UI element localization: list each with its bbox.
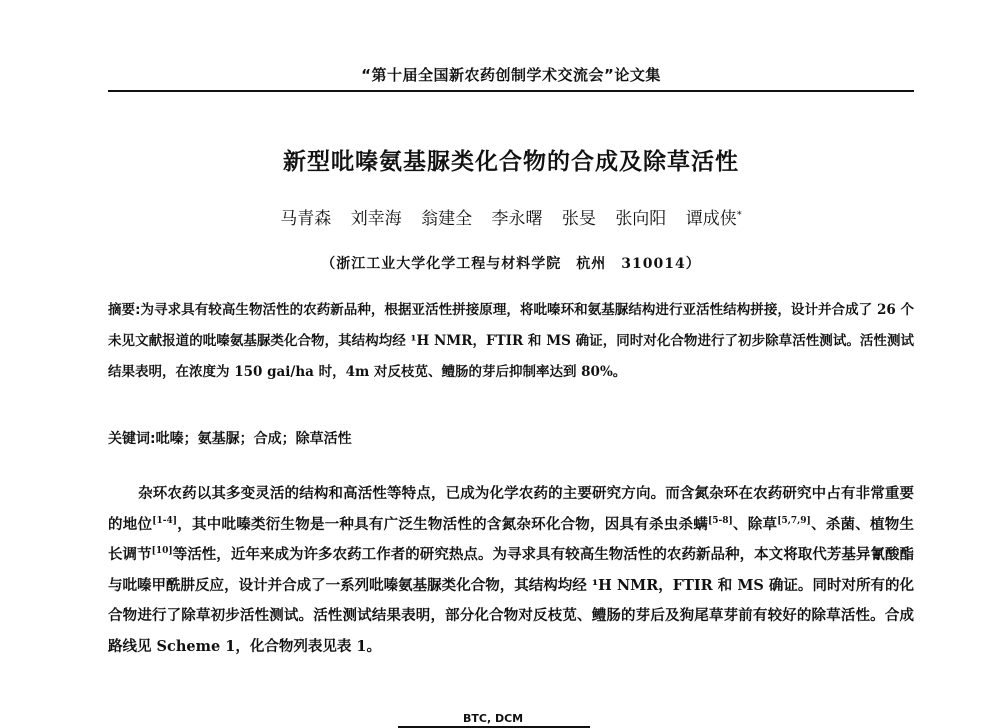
- body-text-segment: 杂环农药以其多变灵活的结构和高活性等特点，已成为化学农药的主要研究方向。而含氮杂环在农药研究中占有非常重要的地位: [108, 485, 914, 533]
- author-name: 李永曙: [491, 209, 543, 229]
- abstract: [108, 295, 914, 388]
- author-name: 马青森: [280, 209, 332, 229]
- running-header: “第十届全国新农药创制学术交流会”论文集: [361, 66, 661, 84]
- scheme-reagent-label: BTC, DCM: [463, 712, 524, 725]
- author-name: 谭成侠: [685, 209, 737, 229]
- citation: [10]: [151, 546, 173, 557]
- author-name: 翁建全: [421, 209, 473, 229]
- body-text-segment: ，其中吡嗪类衍生物是一种具有广泛生物活性的含氮杂环化合物，因具有杀虫杀螨: [177, 515, 708, 533]
- paper-title: 新型吡嗪氨基脲类化合物的合成及除草活性: [283, 149, 739, 175]
- header-rule: [108, 90, 914, 92]
- citation: [5-8]: [707, 515, 733, 526]
- abstract-text: 为寻求具有较高生物活性的农药新品种，根据亚活性拼接原理，将吡嗪环和氨基脲结构进行亚活性结构拼接，设计并合成了 26 个未见文献报道的吡嗪氨基脲类化合物，其结构均经 ¹H NMR，FTIR 和 MS 确证，同时对化合物进行了初步除草活性测试。活性测试结果表明，在浓度为 150 gai/ha 时，4m 对反枝苋、鳢肠的芽后抑制率达到 80%。: [108, 302, 914, 380]
- abstract-label: 摘要:: [108, 302, 141, 318]
- author-list: [108, 204, 914, 229]
- body-paragraph: [108, 479, 914, 662]
- body-text-segment: 、除草: [732, 515, 778, 533]
- author-name: 张向阳: [615, 209, 667, 229]
- affiliation: （浙江工业大学化学工程与材料学院 杭州 310014）: [321, 256, 701, 272]
- corresponding-author: [686, 204, 742, 229]
- keywords-label: 关键词:: [108, 431, 156, 447]
- author-name: 张旻: [561, 209, 596, 229]
- citation: [5,7,9]: [777, 515, 811, 526]
- body-text-segment: 、杀菌、植物生长调节: [108, 515, 915, 563]
- body-text-segment: 等活性，近年来成为许多农药工作者的研究热点。为寻求具有较高生物活性的农药新品种，本文将取代芳基异氰酸酯与吡嗪甲酰肼反应，设计并合成了一系列吡嗪氨基脲类化合物，其结构均经 ¹H NMR，FTIR 和 MS 确证。同时对所有的化合物进行了除草初步活性测试。活性测试结果表明，部分化合物对反枝苋、鳢肠的芽后及狗尾草芽前有较好的除草活性。合成路线见 Scheme 1，化合物列表见表 1。: [108, 546, 914, 655]
- keywords: [108, 428, 914, 448]
- corresponding-mark: *: [736, 209, 742, 221]
- citation: [1-4]: [152, 515, 178, 526]
- keywords-text: 吡嗪；氨基脲；合成；除草活性: [155, 431, 352, 447]
- author-name: 刘幸海: [350, 209, 402, 229]
